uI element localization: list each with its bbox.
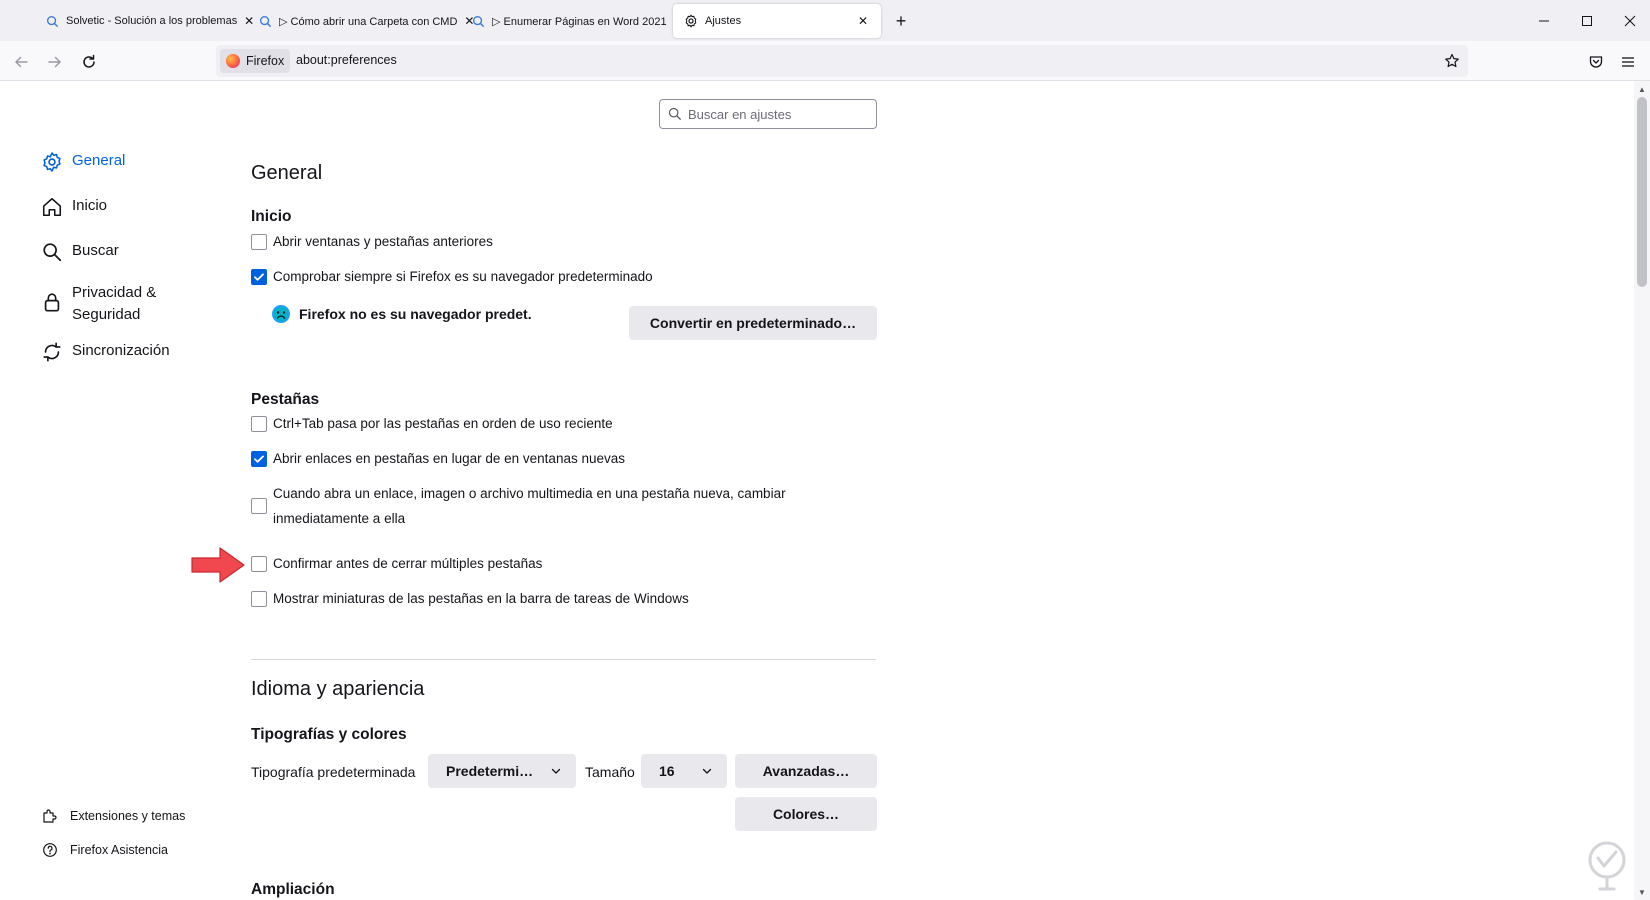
checkbox-label: Ctrl+Tab pasa por las pestañas en orden de uso reciente (273, 416, 613, 431)
addons-link-label: Extensiones y temas (70, 809, 186, 823)
category-general[interactable] (40, 150, 125, 174)
new-tab-button[interactable]: + (895, 10, 907, 31)
close-icon[interactable]: ✕ (464, 14, 475, 28)
firefox-logo-icon (226, 54, 240, 68)
checkbox-label: Abrir enlaces en pestañas en lugar de en ventanas nuevas (273, 451, 625, 466)
tab-abrir-carpeta[interactable] (247, 4, 475, 38)
checkmark-icon (253, 271, 265, 283)
arrow-left-icon (13, 54, 29, 70)
page-title: General (251, 162, 323, 184)
fonts-heading: Tipografías y colores (251, 726, 407, 743)
addons-link[interactable] (42, 808, 185, 824)
reload-button[interactable] (76, 49, 102, 75)
lock-icon (40, 290, 64, 314)
open-in-tabs-row[interactable] (251, 446, 625, 471)
section-divider (251, 659, 876, 660)
tab-title: Solvetic - Solución a los problemas (66, 15, 238, 27)
scroll-up-icon[interactable]: ▲ (1638, 84, 1646, 94)
support-link[interactable] (42, 842, 168, 858)
star-icon (1444, 53, 1460, 69)
window-close-button[interactable] (1616, 8, 1644, 34)
not-default-notice (271, 304, 532, 324)
warn-close-tabs-checkbox[interactable] (251, 556, 267, 572)
navigation-toolbar (0, 41, 1650, 81)
sync-icon (40, 340, 64, 364)
check-default-row[interactable] (251, 264, 653, 289)
zoom-heading: Ampliación (251, 881, 335, 898)
tab-title: ▷ Cómo abrir una Carpeta con CMD (279, 15, 458, 28)
make-default-button[interactable]: Convertir en predeterminado… (629, 306, 877, 340)
search-site-icon (257, 13, 273, 29)
url-text[interactable]: about:preferences (296, 53, 397, 67)
maximize-icon (1581, 15, 1593, 27)
checkmark-icon (253, 453, 265, 465)
tabs-heading: Pestañas (251, 391, 320, 408)
warn-close-tabs-row[interactable] (251, 551, 542, 576)
category-home[interactable] (40, 195, 107, 219)
watermark-logo-icon (1580, 838, 1634, 898)
search-icon (668, 107, 682, 121)
switch-to-new-tab-checkbox[interactable] (251, 498, 267, 514)
taskbar-previews-row[interactable] (251, 586, 689, 611)
restore-session-checkbox[interactable] (251, 234, 267, 250)
ctrl-tab-row[interactable] (251, 411, 613, 436)
minimize-button[interactable] (1530, 8, 1558, 34)
font-size-select[interactable] (641, 754, 727, 788)
minimize-icon (1538, 15, 1550, 27)
checkbox-label-line-2: inmediatamente a ella (273, 511, 406, 526)
startup-heading: Inicio (251, 208, 292, 225)
checkbox-label: Abrir ventanas y pestañas anteriores (273, 234, 493, 249)
category-label: Inicio (72, 197, 108, 214)
open-in-tabs-checkbox[interactable] (251, 451, 267, 467)
checkbox-label: Mostrar miniaturas de las pestañas en la barra de tareas de Windows (273, 591, 689, 606)
annotation-arrow-icon (190, 545, 246, 585)
help-icon (42, 842, 58, 858)
close-icon (1624, 15, 1636, 27)
taskbar-previews-checkbox[interactable] (251, 591, 267, 607)
tab-ajustes[interactable] (673, 4, 881, 38)
chevron-down-icon (701, 765, 713, 777)
category-label: Privacidad & Seguridad (72, 284, 157, 323)
pocket-button[interactable] (1583, 49, 1609, 75)
category-label: Sincronización (72, 342, 170, 359)
close-icon[interactable]: ✕ (244, 14, 255, 28)
ctrl-tab-checkbox[interactable] (251, 416, 267, 432)
preferences-page (0, 81, 1650, 900)
hamburger-menu-icon (1620, 54, 1636, 70)
reload-icon (81, 54, 97, 70)
address-bar[interactable] (216, 45, 1468, 77)
identity-label: Firefox (246, 54, 285, 68)
category-search[interactable] (40, 240, 119, 264)
font-size-value: 16 (659, 763, 675, 779)
colors-button[interactable]: Colores… (735, 797, 877, 831)
checkbox-label: Confirmar antes de cerrar múltiples pestañas (273, 556, 543, 571)
chevron-down-icon (550, 765, 562, 777)
language-title: Idioma y apariencia (251, 678, 425, 700)
scrollbar-thumb[interactable] (1637, 97, 1647, 287)
forward-button[interactable] (42, 49, 68, 75)
scroll-down-icon[interactable]: ▼ (1638, 887, 1646, 897)
tab-title: ▷ Enumerar Páginas en Word 2021 (492, 15, 667, 28)
category-sync[interactable] (40, 340, 170, 364)
check-default-checkbox[interactable] (251, 269, 267, 285)
gear-icon (40, 150, 64, 174)
settings-search-box[interactable] (659, 99, 877, 129)
settings-search-input[interactable] (688, 107, 876, 122)
category-label: Buscar (72, 242, 119, 259)
pocket-icon (1588, 54, 1604, 70)
category-privacy[interactable] (40, 282, 180, 326)
maximize-button[interactable] (1573, 8, 1601, 34)
search-site-icon (470, 13, 486, 29)
support-link-label: Firefox Asistencia (70, 843, 168, 857)
sad-face-icon (271, 304, 291, 324)
default-font-value: Predetermi… (446, 763, 534, 779)
search-site-icon (44, 13, 60, 29)
tab-solvetic[interactable] (34, 4, 255, 38)
page-scrollbar[interactable] (1634, 81, 1650, 900)
not-default-text: Firefox no es su navegador predet. (299, 306, 532, 322)
tab-title: Ajustes (705, 15, 742, 27)
menu-button[interactable] (1615, 49, 1641, 75)
tab-strip (0, 0, 1650, 41)
checkbox-label-line-1: Cuando abra un enlace, imagen o archivo multimedia en una pestaña nueva, cambiar (273, 486, 786, 501)
gear-icon (683, 13, 699, 29)
advanced-fonts-button[interactable]: Avanzadas… (735, 754, 877, 788)
puzzle-icon (42, 808, 58, 824)
font-size-label: Tamaño (585, 764, 635, 780)
checkbox-label (273, 481, 786, 531)
restore-session-row[interactable] (251, 229, 493, 254)
default-font-label: Tipografía predeterminada (251, 764, 416, 780)
checkbox-label: Comprobar siempre si Firefox es su navegador predeterminado (273, 269, 653, 284)
identity-box[interactable] (220, 49, 290, 73)
bookmark-star-button[interactable] (1442, 51, 1462, 71)
switch-to-new-tab-row[interactable] (251, 481, 786, 531)
home-icon (40, 195, 64, 219)
back-button[interactable] (8, 49, 34, 75)
arrow-right-icon (47, 54, 63, 70)
default-font-select[interactable] (428, 754, 576, 788)
search-icon (40, 240, 64, 264)
tab-enumerar-paginas[interactable] (460, 4, 665, 38)
close-icon[interactable]: ✕ (857, 14, 869, 28)
category-label: General (72, 152, 126, 169)
